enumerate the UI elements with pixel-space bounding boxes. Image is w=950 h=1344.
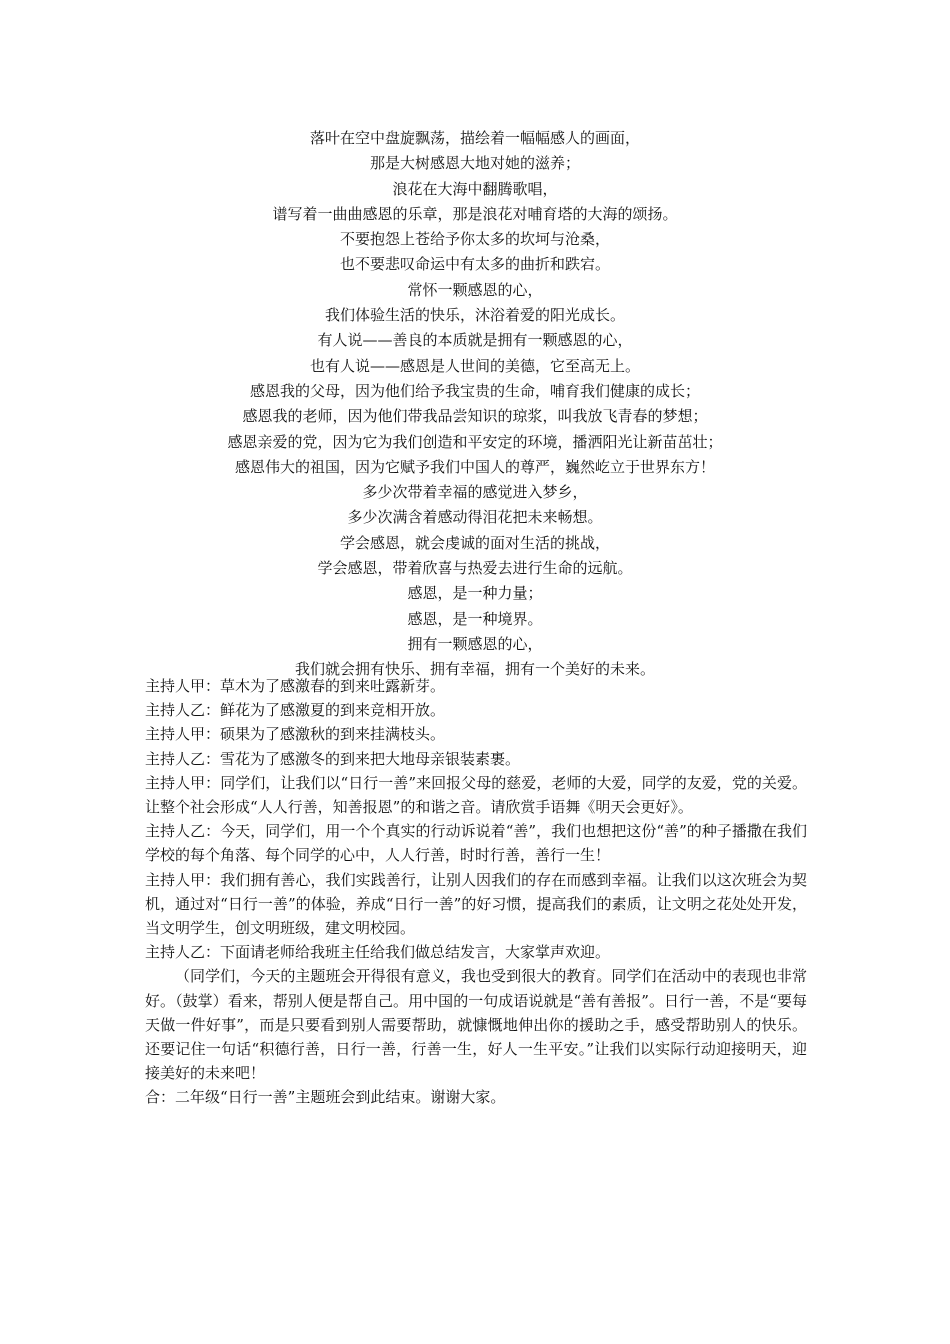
poem-line: 不要抱怨上苍给予你太多的坎坷与沧桑，	[339, 230, 610, 249]
poem-line: 谱写着一曲曲感恩的乐章，那是浪花对哺育塔的大海的颂扬。	[272, 204, 678, 223]
poem-line: 也不要悲叹命运中有太多的曲折和跌宕。	[339, 255, 610, 274]
poem-line: 也有人说——感恩是人世间的美德，它至高无上。	[309, 356, 640, 375]
dialogue-paragraph: 主持人乙：下面请老师给我班主任给我们做总结发言，大家掌声欢迎。	[145, 943, 611, 962]
poem-line: 多少次带着幸福的感觉进入梦乡，	[362, 483, 588, 502]
dialogue-paragraph: 主持人甲：同学们，让我们以“日行一善”来回报父母的慈爱，老师的大爱，同学的友爱，党的关爱。让整个社会形成“人人行善，知善报恩”的和谐之音。请欣赏手语舞《明天会更好》。	[145, 773, 807, 817]
poem-line: 落叶在空中盘旋飘荡，描绘着一幅幅感人的画面，	[309, 129, 640, 147]
dialogue-block	[145, 674, 807, 1110]
poem-line: 拥有一颗感恩的心，	[407, 634, 543, 653]
poem-line: 我们就会拥有快乐、拥有幸福，拥有一个美好的未来。	[294, 660, 655, 679]
poem-line: 感恩我的老师，因为他们带我品尝知识的琼浆，叫我放飞青春的梦想；	[242, 407, 708, 426]
poem-line: 多少次满含着感动得泪花把未来畅想。	[347, 508, 603, 527]
poem-line: 感恩亲爱的党，因为它为我们创造和平安定的环境，播洒阳光让新苗茁壮；	[227, 432, 723, 451]
poem-line: 感恩我的父母，因为他们给予我宝贵的生命，哺育我们健康的成长；	[249, 381, 700, 400]
dialogue-paragraph: 主持人甲：我们拥有善心，我们实践善行，让别人因我们的存在而感到幸福。让我们以这次班会为契机，通过对“日行一善”的体验，养成“日行一善”的好习惯，提高我们的素质，让文明之花处处开发，当文明学生，创文明班级，建文明校园。	[145, 870, 807, 938]
dialogue-paragraph: 主持人甲：草木为了感激春的到来吐露新芽。	[145, 677, 446, 695]
poem-line: 学会感恩，就会虔诚的面对生活的挑战，	[339, 533, 610, 552]
dialogue-paragraph: 主持人乙：今天，同学们，用一个个真实的行动诉说着“善”，我们也想把这份“善”的种子播撒在我们学校的每个角落、每个同学的心中，人人行善，时时行善，善行一生！	[145, 822, 807, 865]
dialogue-paragraph: 主持人乙：雪花为了感激冬的到来把大地母亲银装素裹。	[145, 749, 521, 768]
poem-line: 感恩伟大的祖国，因为它赋予我们中国人的尊严，巍然屹立于世界东方！	[234, 457, 715, 476]
poem-line: 我们体验生活的快乐，沐浴着爱的阳光成长。	[324, 306, 625, 325]
closing-paragraph: 合：二年级“日行一善”主题班会到此结束。谢谢大家。	[145, 1088, 506, 1107]
poem-block	[145, 126, 805, 683]
dialogue-paragraph: 主持人甲：硕果为了感激秋的到来挂满枝头。	[145, 725, 446, 744]
poem-line: 那是大树感恩大地对她的滋养；	[369, 154, 580, 173]
dialogue-paragraph: 主持人乙：鲜花为了感激夏的到来竞相开放。	[145, 701, 446, 720]
poem-line: 有人说——善良的本质就是拥有一颗感恩的心，	[317, 331, 633, 350]
poem-line: 常怀一颗感恩的心，	[407, 280, 543, 299]
poem-line: 学会感恩，带着欣喜与热爱去进行生命的远航。	[317, 559, 633, 578]
poem-line: 感恩，是一种力量；	[407, 584, 543, 603]
poem-line: 浪花在大海中翻腾歌唱，	[392, 179, 558, 198]
poem-line: 感恩，是一种境界。	[407, 609, 543, 628]
teacher-summary-paragraph: （同学们，今天的主题班会开得很有意义，我也受到很大的教育。同学们在活动中的表现也非常好。（鼓掌）看来，帮别人便是帮自己。用中国的一句成语说就是“善有善报”。日行一善，不是“要每天做一件好事”，而是只要看到别人需要帮助，就慷慨地伸出你的援助之手，感受帮助别人的快乐。还要记住一句话“积德行善，日行一善，行善一生，好人一生平安。”让我们以实际行动迎接明天，迎接美好的未来吧！	[145, 967, 807, 1083]
